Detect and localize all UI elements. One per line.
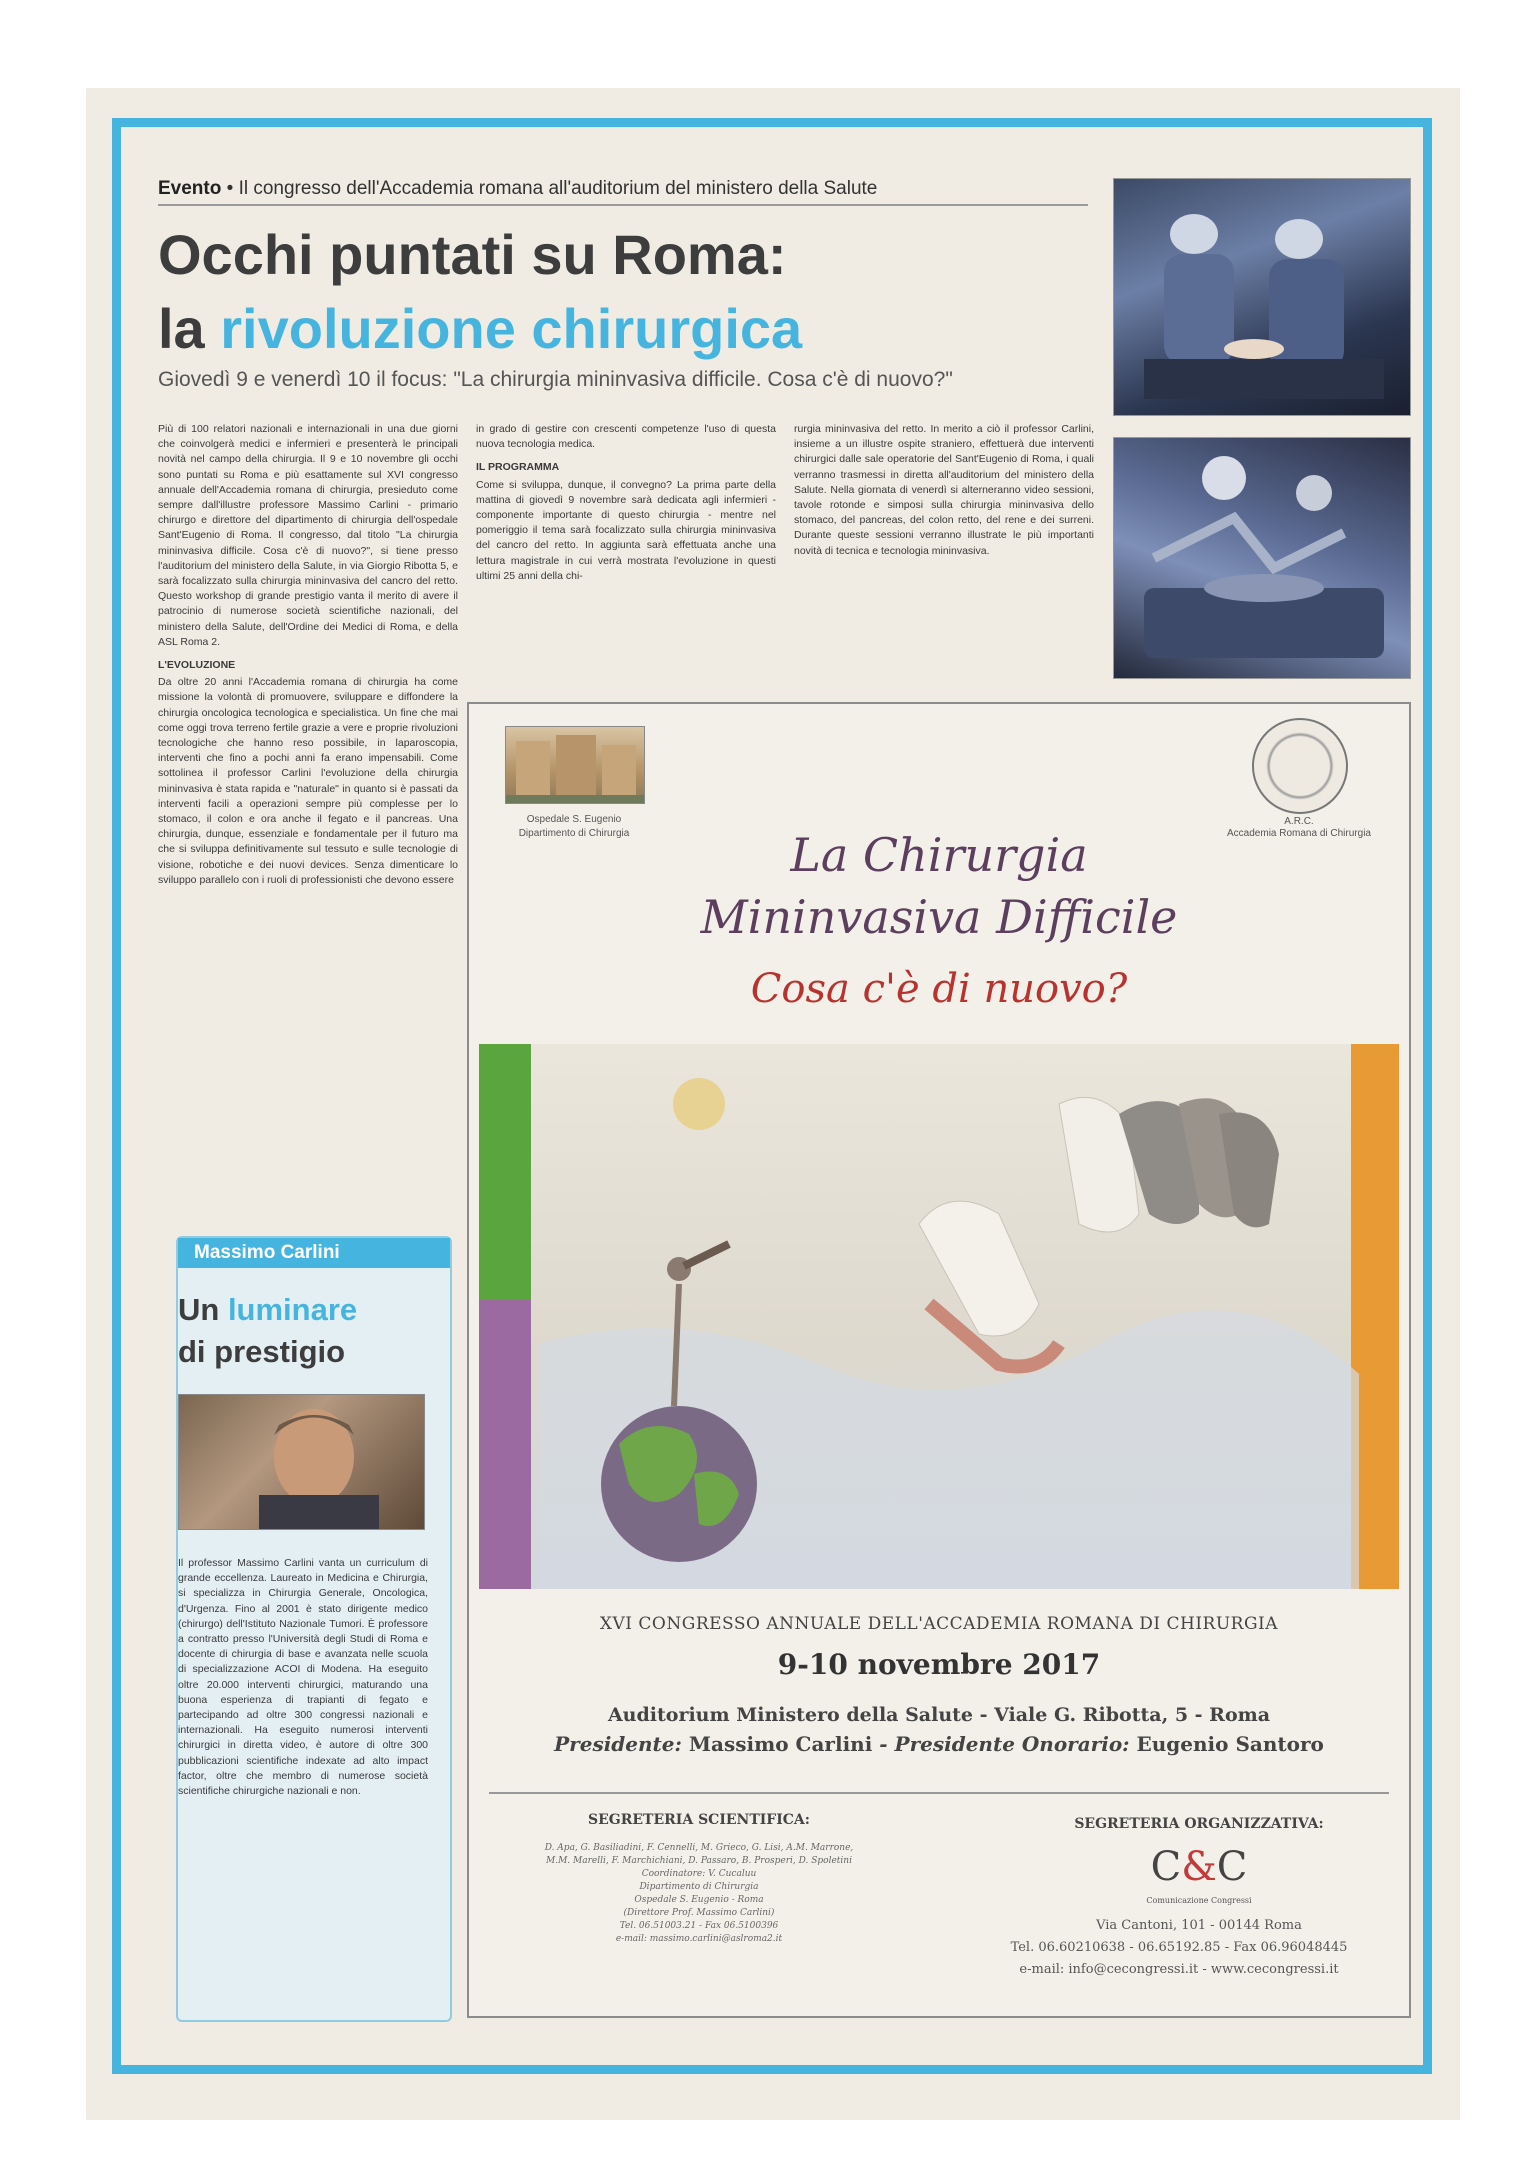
portrait-photo (178, 1394, 425, 1530)
congress-title: XVI CONGRESSO ANNUALE DELL'ACCADEMIA ROMANA DI CHIRURGIA (599, 1614, 1279, 1634)
sci-line: Coordinatore: V. Cucaluu (641, 1869, 757, 1879)
profile-sidebar (176, 1236, 452, 2022)
paragraph: rurgia mininvasiva del retto. In merito a ciò il professor Carlini, insieme a un illustre ospite straniero, effettuerà due interventi chirurgici dalle sale operatorie del Sant'Eugenio di Roma, i quali verranno trasmessi in diretta all'auditorium del ministero della Salute. Nella giornata di venerdì si alterneranno video sessioni, tavole rotonde e simposi sulla chirurgia mininvasiva dello stomaco, del pancreas, del colon retto, del rene e dei surreni. Durante queste sessioni verranno illustrate le più importanti novità di tecnica e tecnologia mininvasiva. (794, 423, 1094, 557)
ad-headline-line1: La Chirurgia (790, 828, 1088, 882)
article-subtitle: Giovedì 9 e venerdì 10 il focus: "La chirurgia mininvasiva difficile. Cosa c'è di nuovo?" (158, 368, 953, 391)
sci-line: M.M. Marelli, F. Marchichiani, D. Passaro, B. Prosperi, D. Spoletini (546, 1856, 852, 1866)
hospital-photo (505, 726, 645, 804)
organizer-address: Via Cantoni, 101 - 00144 Roma (1096, 1918, 1302, 1933)
portrait-illustration (179, 1395, 424, 1529)
headline-line1: Occhi puntati su Roma: (158, 223, 787, 286)
article-column-1 (158, 422, 458, 1234)
kicker-text: • Il congresso dell'Accademia romana all'auditorium del ministero della Salute (226, 178, 878, 199)
article-column-3 (794, 422, 1094, 690)
headline-highlight: rivoluzione chirurgica (220, 297, 803, 360)
profile-text: Il professor Massimo Carlini vanta un curriculum di grande eccellenza. Laureato in Medicina e Chirurgia, si specializza in Chirurgia Generale, Oncologica, d'Urgenza. Fino al 2001 è stato dirigente medico (chirurgo) dell'Istituto Nazionale Tumori. È professore a contratto presso l'Università degli Studi di Roma e docente di chirurgia di base e avanzata nelle scuola di specializzazione ACOI di Modena. Ha eseguito oltre 20.000 interventi chirurgici, maturando una buona esperienza di trapianti di fegato e partecipando ad oltre 300 congressi nazionali e internazionali. Ha eseguito numerosi interventi chirurgici in diretta video, è autore di oltre 300 pubblicazioni scientifiche indexate ad alto impact factor, oltre che membro di numerose società scientifiche chirurgiche nazionali e non. (178, 1557, 428, 1798)
divider (489, 1792, 1389, 1794)
congress-presidents (469, 1732, 1409, 1756)
sci-line: D. Apa, G. Basiliadini, F. Cennelli, M. Grieco, G. Lisi, A.M. Marrone, (544, 1843, 854, 1853)
ad-headline-line2: Mininvasiva Difficile (700, 890, 1178, 944)
seal-caption: A.R.C. (1284, 816, 1314, 827)
paragraph: Da oltre 20 anni l'Accademia romana di chirurgia ha come missione la volontà di promuovere, sviluppare e diffondere la chirurgia oncologica tecnologica e specialistica. Un fine che mai come oggi trova terreno fertile grazie a vere e proprie rivoluzioni tecnologiche che hanno reso possibile, in laparoscopia, interventi che fino a pochi anni fa erano impensabili. Come sottolinea il professor Carlini l'evoluzione della chirurgia mininvasiva è stata rapida e "naturale" in quanto si è passati da interventi facili a operazioni sempre più complesse per lo stomaco, il colon e ora anche il fegato e il pancreas. Una chirurgia, dunque, essenziale e fondamentale per il futuro ma che si sviluppa definitivamente sul tessuto e sulle tecnologie di visione, robotiche e dei nuovi devices. Senza dimenticare lo sviluppo parallelo con i ruoli di professionisti che devono essere (158, 676, 458, 886)
academy-caption: Accademia Romana di Chirurgia (1227, 828, 1371, 839)
hospital-building-illustration (506, 727, 644, 803)
surgery-photo-top (1113, 178, 1411, 416)
article-column-2 (476, 422, 776, 690)
logo-subtitle: Comunicazione Congressi (1146, 1896, 1252, 1905)
headline-prefix: la (158, 297, 221, 360)
ad-headline-question: Cosa c'è di nuovo? (750, 966, 1128, 1012)
profile-title-line1 (178, 1292, 450, 1328)
president-name: Massimo Carlini (688, 1732, 873, 1756)
robotic-surgery-illustration (1114, 438, 1410, 678)
logo-ampersand: & (1181, 1844, 1217, 1890)
logo-letter: C (1150, 1844, 1182, 1890)
profile-name-banner: Massimo Carlini (178, 1238, 450, 1268)
surgeons-illustration (1114, 179, 1410, 415)
surgery-photo-bottom (1113, 437, 1411, 679)
sci-line: Tel. 06.51003.21 - Fax 06.5100396 (619, 1921, 779, 1931)
sci-line: Ospedale S. Eugenio - Roma (634, 1895, 764, 1905)
organizing-secretariat-heading: SEGRETERIA ORGANIZZATIVA: (1074, 1816, 1324, 1832)
academy-seal-icon (1252, 718, 1348, 814)
sci-line: e-mail: massimo.carlini@aslroma2.it (615, 1934, 783, 1944)
section-heading: IL PROGRAMMA (476, 461, 560, 474)
honorary-label: - Presidente Onorario: (879, 1732, 1130, 1756)
profile-title-prefix: Un (178, 1292, 228, 1327)
congress-advertisement (467, 702, 1411, 2018)
president-label: Presidente: (554, 1732, 682, 1756)
sci-line: Dipartimento di Chirurgia (639, 1882, 759, 1892)
article-kicker (158, 178, 1088, 206)
congress-venue: Auditorium Ministero della Salute - Viale G. Ribotta, 5 - Roma (607, 1704, 1271, 1726)
profile-title-highlight: luminare (227, 1292, 358, 1327)
sci-line: (Direttore Prof. Massimo Carlini) (623, 1908, 775, 1918)
congress-date: 9-10 novembre 2017 (777, 1648, 1101, 1681)
cc-logo (1009, 1844, 1389, 1890)
scientific-secretariat-body (499, 1842, 899, 1946)
organizer-email: e-mail: info@cecongressi.it - www.cecongressi.it (1019, 1962, 1339, 1977)
globe-hands-illustration (479, 1044, 1399, 1589)
paragraph: Come si sviluppa, dunque, il convegno? La prima parte della mattina di giovedì 9 novembre sarà dedicata agli infermieri - componente importante di questo chirurgia - mentre nel pomeriggio il tema sarà focalizzato sulla chirurgia mininvasiva del cancro del retto. In aggiunta sarà effettuata anche una lettura magistrale in cui verrà mostrata l'evoluzione in questi ultimi 25 anni della chi- (476, 478, 776, 582)
scientific-secretariat-heading: SEGRETERIA SCIENTIFICA: (588, 1812, 810, 1828)
ad-illustration (479, 1044, 1399, 1589)
logo-letter: C (1216, 1844, 1248, 1890)
section-heading: L'EVOLUZIONE (158, 659, 236, 672)
paragraph: in grado di gestire con crescenti competenze l'uso di questa nuova tecnologia medica. (476, 423, 776, 451)
honorary-president-name: Eugenio Santoro (1136, 1732, 1324, 1756)
hospital-department-caption: Dipartimento di Chirurgia (518, 828, 630, 839)
profile-title-line2: di prestigio (178, 1334, 346, 1369)
kicker-label: Evento (158, 178, 222, 199)
paragraph: Più di 100 relatori nazionali e internazionali in una due giorni che coinvolgerà medici e infermieri e presenterà le principali novità nel campo della chirurgia. Il 9 e 10 novembre gli occhi sono puntati su Roma e più esattamente sul XVI congresso annuale dell'Accademia romana di chirurgia, presieduto come sempre dall'illustre professore Massimo Carlini - primario chirurgo e direttore del dipartimento di chirurgia dell'ospedale Sant'Eugenio di Roma. Il congresso, dal titolo "La chirurgia mininvasiva difficile. Cosa c'è di nuovo?", si tiene presso l'auditorium del ministero della Salute, in via Giorgio Ribotta 5, e sarà focalizzato sulla chirurgia mininvasiva del cancro del retto. Questo workshop di grande prestigio vanta il merito di avere il patrocinio di numerose società scientifiche nazionali, del ministero della Salute, dell'Ordine dei Medici di Roma, e della ASL Roma 2. (158, 423, 458, 648)
hospital-caption: Ospedale S. Eugenio (526, 814, 622, 825)
headline-line2 (158, 296, 802, 361)
organizer-phone: Tel. 06.60210638 - 06.65192.85 - Fax 06.96048445 (1010, 1940, 1348, 1955)
